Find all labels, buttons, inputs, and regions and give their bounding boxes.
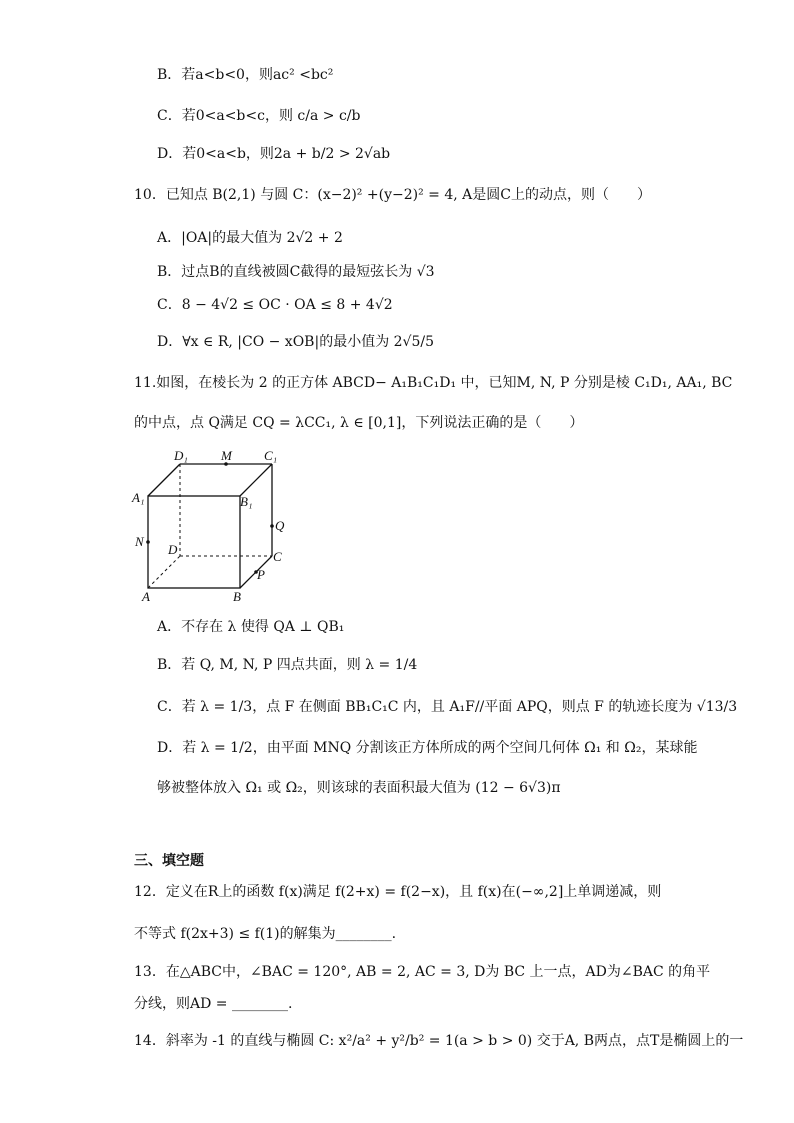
q13-line1: 13．在△ABC中，∠BAC = 120°, AB = 2, AC = 3, D为 BC 上一点，AD为∠BAC 的角平: [134, 964, 711, 980]
q11-option-b: B．若 Q, M, N, P 四点共面，则 λ = 1/4: [157, 657, 418, 673]
section-title: 三、填空题: [134, 853, 204, 869]
label-a1: A₁: [132, 490, 145, 505]
q11-stem-line2: 的中点，点 Q满足 CQ = λCC₁, λ ∈ [0,1]，下列说法正确的是（ ）: [134, 415, 584, 431]
q9-option-d: D．若0<a<b，则2a + b/2 > 2√ab: [157, 146, 391, 162]
q11-option-c: C．若 λ = 1/3，点 F 在侧面 BB₁C₁C 内，且 A₁F//平面 APQ，则点 F 的轨迹长度为 √13/3: [157, 699, 738, 715]
label-n: N: [135, 534, 144, 549]
q12-line1: 12．定义在R上的函数 f(x)满足 f(2+x) = f(2−x)，且 f(x)在(−∞,2]上单调递减，则: [134, 884, 662, 900]
point-n: [146, 540, 150, 544]
label-m: M: [221, 448, 232, 463]
label-b: B: [233, 589, 241, 604]
q10-option-b: B．过点B的直线被圆C截得的最短弦长为 √3: [157, 264, 435, 280]
q10-option-a: A．|OA|的最大值为 2√2 + 2: [157, 230, 343, 246]
q11-stem-line1: 11.如图，在棱长为 2 的正方体 ABCD− A₁B₁C₁D₁ 中，已知M, N, P 分别是棱 C₁D₁, AA₁, BC: [134, 375, 733, 391]
label-q: Q: [275, 518, 285, 533]
q10-option-c: C．8 − 4√2 ≤ OC · OA ≤ 8 + 4√2: [157, 297, 393, 313]
point-q: [270, 524, 274, 528]
q9-option-c: C．若0<a<b<c，则 c/a > c/b: [157, 108, 361, 124]
q10-stem: 10．已知点 B(2,1) 与圆 C：(x−2)² +(y−2)² = 4, A是圆C上的动点，则（ ）: [134, 187, 651, 203]
label-d1: D₁: [174, 448, 188, 463]
label-d: D: [168, 542, 178, 557]
q11-option-a: A．不存在 λ 使得 QA ⊥ QB₁: [157, 619, 345, 635]
q14-line1: 14．斜率为 -1 的直线与椭圆 C: x²/a² + y²/b² = 1(a > b > 0) 交于A, B两点，点T是椭圆上的一: [134, 1033, 744, 1049]
label-a: A: [142, 589, 150, 604]
q10-option-d: D．∀x ∈ R, |CO − xOB|的最小值为 2√5/5: [157, 334, 434, 350]
q9-option-b: B．若a<b<0，则ac² <bc²: [157, 67, 334, 83]
q13-line2: 分线，则AD = ________.: [134, 996, 293, 1012]
q11-option-d-line1: D．若 λ = 1/2，由平面 MNQ 分割该正方体所成的两个空间几何体 Ω₁ 和 Ω₂，某球能: [157, 740, 698, 756]
q12-line2: 不等式 f(2x+3) ≤ f(1)的解集为________.: [134, 926, 397, 942]
q11-option-d-line2: 够被整体放入 Ω₁ 或 Ω₂，则该球的表面积最大值为 (12 − 6√3)π: [157, 780, 561, 796]
cube-figure: [128, 448, 298, 608]
label-p: P: [257, 567, 265, 582]
label-c: C: [273, 549, 282, 564]
label-b1: B₁: [240, 494, 253, 509]
label-c1: C₁: [264, 448, 278, 463]
